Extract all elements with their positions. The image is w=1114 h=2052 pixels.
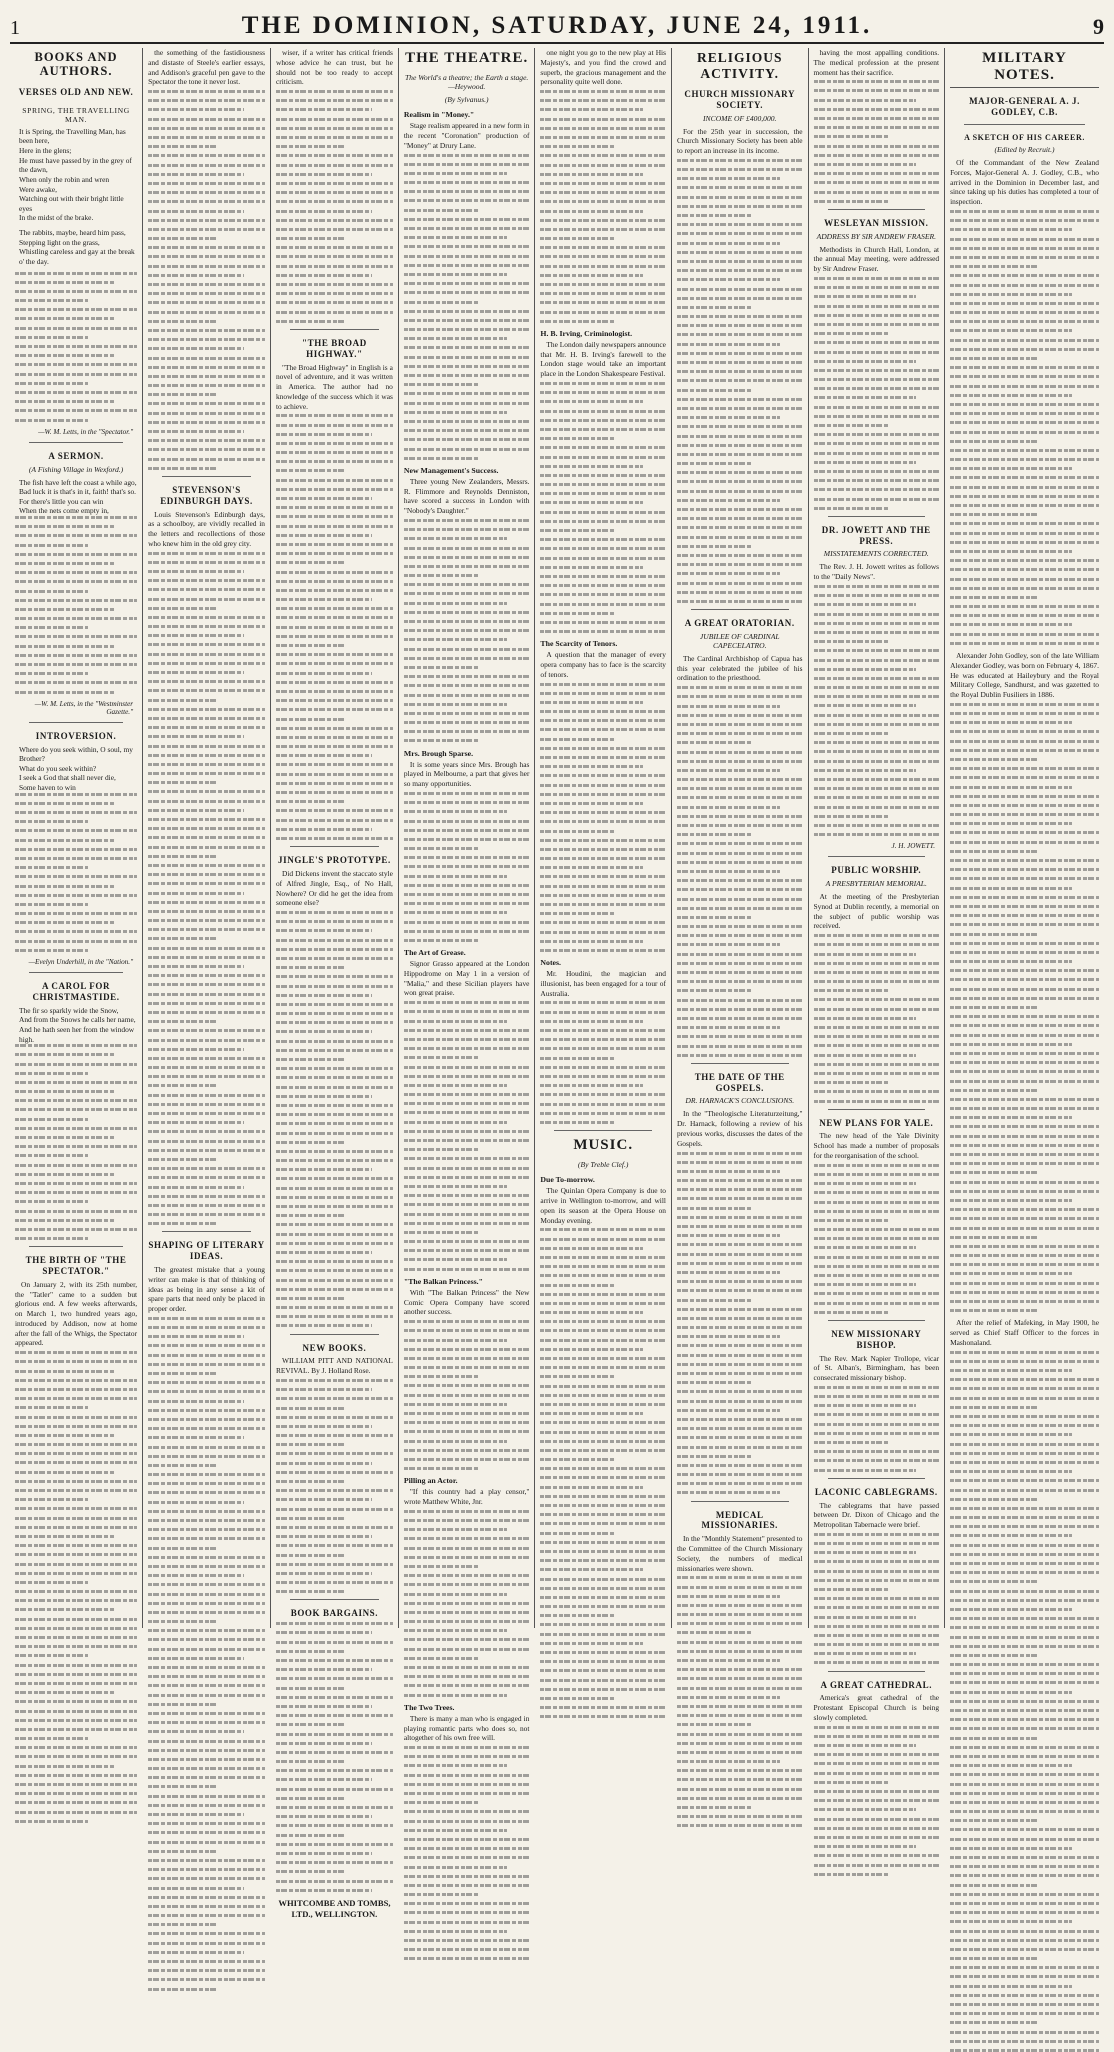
paragraph: The London daily newspapers announce that Mr. H. B. Irving's farewell to the London stage would take an important place in the London Shakespeare Festival. <box>540 339 666 379</box>
subtitle: MISSTATEMENTS CORRECTED. <box>823 549 929 559</box>
text-lines <box>15 793 137 952</box>
paragraph: At the meeting of the Presbyterian Synod at Dublin recently, a memorial on the subject of public worship was received. <box>813 892 940 931</box>
author-credit: (Edited by Recruit.) <box>994 145 1055 155</box>
text-lines <box>677 1576 803 1827</box>
text-lines <box>15 272 137 422</box>
paragraph: Three young New Zealanders, Messrs. R. Flimmore and Reynolds Denniston, have scored a success in London with "Nobody's Daughter." <box>403 476 530 516</box>
text-lines <box>276 911 393 1327</box>
text-lines <box>540 382 666 633</box>
verse-line: Whistling careless and gay at the break o' the day. <box>19 247 135 266</box>
verse-line: Where do you seek within, O soul, my Brother? <box>19 744 133 764</box>
text-lines <box>148 1317 265 1991</box>
verse-line: The fish have left the coast a while ago, <box>19 477 137 487</box>
left-number: 1 <box>10 17 20 39</box>
text-lines <box>814 934 940 1102</box>
article-title-godley: MAJOR-GENERAL A. J. GODLEY, C.B. <box>969 96 1080 117</box>
subtitle: A PRESBYTERIAN MEMORIAL. <box>825 879 927 889</box>
text-lines <box>814 80 940 202</box>
verse-line: Watching out with their bright little eyes <box>19 194 124 213</box>
text-lines <box>814 1386 940 1472</box>
side-heading: Realism in "Money." <box>403 110 475 120</box>
paragraph: The new head of the Yale Divinity School has made a number of proposals for the reorganisation of the school. <box>813 1131 940 1161</box>
article-title-book-bargains: BOOK BARGAINS. <box>290 1608 379 1619</box>
poem-introversion <box>15 745 137 793</box>
text-lines <box>950 1351 1099 2052</box>
subtitle: INCOME OF £400,000. <box>703 113 777 123</box>
side-heading: H. B. Irving, Criminologist. <box>540 328 633 338</box>
article-title-gospels: THE DATE OF THE GOSPELS. <box>694 1071 785 1093</box>
side-heading: Notes. <box>540 958 561 968</box>
text-lines <box>540 90 666 323</box>
subtitle: JUBILEE OF CARDINAL CAPECELATRO. <box>699 631 780 650</box>
poem-sermon <box>15 478 137 517</box>
paragraph: one night you go to the new play at His Majesty's, and you find the crowd and superb, the gracious management and the personality quite well done. <box>540 48 666 87</box>
text-lines <box>276 1622 393 1891</box>
subtitle: (A Fishing Village in Wexford.) <box>28 464 124 474</box>
paragraph: "The Broad Highway" in English is a novel of adventure, and it was written in America. The author had no knowledge of the success which it was to achieve. <box>275 362 393 411</box>
text-lines <box>814 277 940 510</box>
author-credit: (By Sylvanus.) <box>444 95 489 105</box>
text-lines <box>950 210 1099 645</box>
text-lines <box>276 90 393 323</box>
verse-line: Bad luck it is that's in it, faith! that's so. <box>19 487 137 497</box>
article-title-carol: A CAROL FOR CHRISTMASTIDE. <box>32 981 120 1002</box>
subtitle: A SKETCH OF HIS CAREER. <box>964 132 1085 142</box>
section-heading-military: MILITARY NOTES. <box>950 50 1099 88</box>
text-lines <box>276 414 393 840</box>
text-lines <box>540 683 666 952</box>
article-title-yale: NEW PLANS FOR YALE. <box>819 1117 934 1128</box>
text-lines <box>814 585 940 836</box>
byline: J. H. JOWETT. <box>891 842 936 851</box>
text-lines <box>814 1726 940 1876</box>
paragraph: With "The Balkan Princess" the New Comic Opera Company have scored another success. <box>403 1287 530 1317</box>
section-heading-religious: RELIGIOUS ACTIVITY. <box>696 50 783 81</box>
text-lines <box>15 516 137 694</box>
article-title-sermon: A SERMON. <box>48 450 104 461</box>
text-lines <box>15 1044 137 1240</box>
paragraph: After the relief of Mafeking, in May 1900, he served as Chief Staff Officer to the forces in Mashonaland. <box>950 1318 1099 1347</box>
paragraph: "If this country had a play censor," wrote Matthew White, Jnr. <box>403 1487 530 1507</box>
text-lines <box>15 1351 137 1823</box>
page-number: 9 <box>1093 14 1104 39</box>
paragraph: Mr. Houdini, the magician and illusionist, has been engaged for a tour of Australia. <box>540 969 666 998</box>
text-lines <box>148 552 265 1226</box>
paragraph: There is many a man who is engaged in playing romantic parts who does so, not altogether of his own free will. <box>403 1713 530 1743</box>
author-credit: (By Treble Clef.) <box>577 1160 629 1170</box>
paragraph: Alexander John Godley, son of the late William Alexander Godley, was born on February 4, 1867. He was educated at Haileybury and the Royal Military College, Sandhurst, and was gazetted to the Royal Dublin Fusiliers in 1886. <box>950 651 1099 700</box>
poem-title-spring: SPRING, THE TRAVELLING MAN. <box>22 105 130 124</box>
verse-line: In the midst of the brake. <box>19 213 94 223</box>
paragraph: Did Dickens invent the staccato style of Alfred Jingle, Esq., of No Hall, Nowhere? Or did he get the idea from someone else? <box>275 868 393 908</box>
article-title-new-books: NEW BOOKS. <box>302 1342 367 1353</box>
text-lines <box>404 1510 530 1697</box>
side-heading: The Art of Grease. <box>403 948 466 958</box>
paragraph: the something of the fastidiousness and distaste of Steele's earlier essays, and Addison's graceful pen gave to the Spectator the tone it never lost. <box>148 48 265 87</box>
verse-line: When only the robin and wren <box>19 174 110 184</box>
article-title-public-worship: PUBLIC WORSHIP. <box>831 865 922 876</box>
verse-line: Some haven to win <box>19 783 76 793</box>
column-theatre-music <box>535 48 672 1628</box>
text-lines <box>404 154 530 460</box>
byline: —W. M. Letts, in the "Spectator." <box>38 427 134 436</box>
paragraph: having the most appalling conditions. The medical profession at the present moment has their sacrifice. <box>813 48 940 77</box>
subtitle: ADDRESS BY SIR ANDREW FRASER. <box>816 231 937 241</box>
article-title-bishop: NEW MISSIONARY BISHOP. <box>831 1328 922 1350</box>
paragraph: wiser, if a writer has critical friends whose advice he can trust, but he should not be too ready to accept criticism. <box>275 48 393 87</box>
column-religious-continued <box>809 48 946 1722</box>
paragraph: Methodists in Church Hall, London, at the annual May meeting, were addressed by Sir Andrew Fraser. <box>813 244 940 274</box>
text-lines <box>276 1379 393 1593</box>
paragraph: In the "Theologische Literaturzeitung," Dr. Harnack, following a review of his previous works, discusses the dates of the Gospels. <box>676 1109 803 1148</box>
article-title-jingle: JINGLE'S PROTOTYPE. <box>278 855 391 866</box>
article-title-spectator: THE BIRTH OF "THE SPECTATOR." <box>25 1255 127 1277</box>
column-books-continued <box>271 48 399 1920</box>
article-title-cablegrams: LACONIC CABLEGRAMS. <box>814 1486 938 1497</box>
side-heading: The Scarcity of Tenors. <box>540 639 618 649</box>
article-title-medical: MEDICAL MISSIONARIES. <box>701 1509 779 1531</box>
verse-line: What do you seek within? <box>19 763 97 773</box>
text-lines <box>404 1001 530 1270</box>
side-heading: The Two Trees. <box>403 1702 455 1712</box>
verse-line: The fir so sparkly wide the Snow, <box>19 1005 119 1015</box>
verse-line: Stepping light on the grass, <box>19 237 100 247</box>
poem-carol <box>15 1006 137 1045</box>
paragraph: Of the Commandant of the New Zealand Forces, Major-General A. J. Godley, C.B., who arrived in the Dominion in December last, and since taking up his duties has completed a tour of inspection. <box>950 158 1099 207</box>
article-title-cathedral: A GREAT CATHEDRAL. <box>820 1679 933 1690</box>
article-title-broad-highway: "THE BROAD HIGHWAY." <box>302 337 367 359</box>
text-lines <box>404 792 530 942</box>
advertisement-whitcombe: WHITCOMBE AND TOMBS, LTD., WELLINGTON. <box>278 1897 391 1920</box>
article-title-wesleyan: WESLEYAN MISSION. <box>824 217 929 228</box>
verse-line: Here in the glens; <box>19 146 72 156</box>
paragraph: A question that the manager of every opera company has to face is the scarcity of tenors. <box>540 650 666 679</box>
paragraph: America's great cathedral of the Protestant Episcopal Church is being slowly completed. <box>813 1693 940 1722</box>
text-lines <box>404 1320 530 1470</box>
text-lines <box>814 1164 940 1314</box>
paragraph: Signor Grasso appeared at the London Hippodrome on May 1 in a version of "Malia," and these Sicilian players have won great praise. <box>403 959 530 998</box>
side-heading: New Management's Success. <box>403 465 499 475</box>
column-literary <box>143 48 271 1628</box>
column-theatre <box>399 48 536 1743</box>
text-lines <box>814 1533 940 1665</box>
paragraph: Stage realism appeared in a new form in the recent "Coronation" production of "Money" at Drury Lane. <box>403 121 530 150</box>
side-heading: Mrs. Brough Sparse. <box>403 748 474 758</box>
paragraph: The Rev. Mark Napier Trollope, vicar of St. Alban's, Birmingham, has been consecrated missionary bishop. <box>813 1353 940 1383</box>
paragraph: The Rev. J. H. Jowett writes as follows to the "Daily News". <box>813 562 940 582</box>
verse-line: When the nets come empty in, <box>19 506 109 516</box>
article-title-jowett: DR. JOWETT AND THE PRESS. <box>821 524 931 546</box>
verse-line: The rabbits, maybe, heard him pass, <box>19 228 126 238</box>
text-lines <box>404 1746 530 1960</box>
side-heading: Due To-morrow. <box>540 1175 595 1185</box>
text-lines <box>677 1152 803 1495</box>
paragraph: The Cardinal Archbishop of Capua has this year celebrated the jubilee of his ordination to the priesthood. <box>676 653 803 683</box>
newspaper-title: THE DOMINION, SATURDAY, JUNE 24, 1911. <box>241 12 873 39</box>
masthead <box>10 6 1104 44</box>
section-heading-music: MUSIC. <box>573 1137 634 1154</box>
paragraph: WILLIAM PITT AND NATIONAL REVIVAL. By J. Holland Rose. <box>275 1356 393 1376</box>
column-military <box>945 48 1104 1628</box>
paragraph: The Quinlan Opera Company is due to arrive in Wellington to-morrow, and will open its season at the Opera House on Monday evening. <box>540 1186 666 1225</box>
column-books-authors <box>10 48 143 1628</box>
article-title-stevenson: STEVENSON'S EDINBURGH DAYS. <box>160 484 253 506</box>
verse-line: And he hath seen her from the window high. <box>19 1024 135 1044</box>
text-lines <box>540 1001 666 1123</box>
verse-line: And from the Snows he calls her name, <box>19 1015 136 1025</box>
verse-line: He must have passed by in the grey of the dawn, <box>19 155 132 175</box>
verse-line: I seek a God that shall never die, <box>19 773 116 783</box>
verse-line: Were awake, <box>19 184 57 194</box>
column-religious <box>672 48 809 1628</box>
paragraph: The greatest mistake that a young writer can make is that of thinking of ideas as being in any sense a kit of spare parts that need only be placed in proper order. <box>148 1265 265 1314</box>
text-lines <box>540 1228 666 1718</box>
text-lines <box>148 90 265 470</box>
side-heading: "The Balkan Princess." <box>403 1276 483 1286</box>
side-heading: Pilling an Actor. <box>403 1476 458 1486</box>
paragraph: Louis Stevenson's Edinburgh days, as a schoolboy, are vividly recalled in the letters and recollections of those who knew him in the old grey city. <box>148 509 265 548</box>
paragraph: In the "Monthly Statement" presented to the Committee of the Church Missionary Society, the numbers of medical missionaries were shown. <box>676 1534 803 1573</box>
paragraph: The cablegrams that have passed between Dr. Dixon of Chicago and the Metropolitan Tabernacle were brief. <box>813 1500 940 1530</box>
byline: —Evelyn Underhill, in the "Nation." <box>28 958 134 967</box>
subtitle: DR. HARNACK'S CONCLUSIONS. <box>685 1096 795 1106</box>
columns <box>10 48 1104 1920</box>
article-title-literary-ideas: SHAPING OF LITERARY IDEAS. <box>148 1240 265 1262</box>
epigraph: The World's a theatre; the Earth a stage.—Heywood. <box>404 73 529 92</box>
article-title-oratorian: A GREAT ORATORIAN. <box>684 618 795 629</box>
poem-spring <box>15 127 137 267</box>
verse-line: It is Spring, the Travelling Man, has been here, <box>19 126 126 146</box>
text-lines <box>677 686 803 1057</box>
article-title-verses: VERSES OLD AND NEW. <box>18 86 134 97</box>
byline: —W. M. Letts, in the "Westminster Gazette." <box>34 699 134 716</box>
paragraph: On January 2, with its 25th number, the "Tatler" came to a sudden but glorious end. A few weeks afterwards, on March 1, two hundred years ago, introduced by Addison, now at home after the fall of the Whigs, the Spectator appeared. <box>15 1279 138 1348</box>
section-heading-theatre: THE THEATRE. <box>405 50 529 66</box>
verse-line: For there's little you can win <box>19 496 104 506</box>
text-lines <box>950 703 1099 1312</box>
text-lines <box>677 159 803 603</box>
section-heading-books: BOOKS AND AUTHORS. <box>34 50 118 79</box>
text-lines <box>404 519 530 743</box>
article-title-cms: CHURCH MISSIONARY SOCIETY. <box>684 89 796 110</box>
article-title-introversion: INTROVERSION. <box>35 730 117 741</box>
paragraph: It is some years since Mrs. Brough has played in Melbourne, a part that gives her so many opportunities. <box>403 759 530 789</box>
paragraph: For the 25th year in succession, the Church Missionary Society has been able to report an increase in its income. <box>676 126 803 156</box>
